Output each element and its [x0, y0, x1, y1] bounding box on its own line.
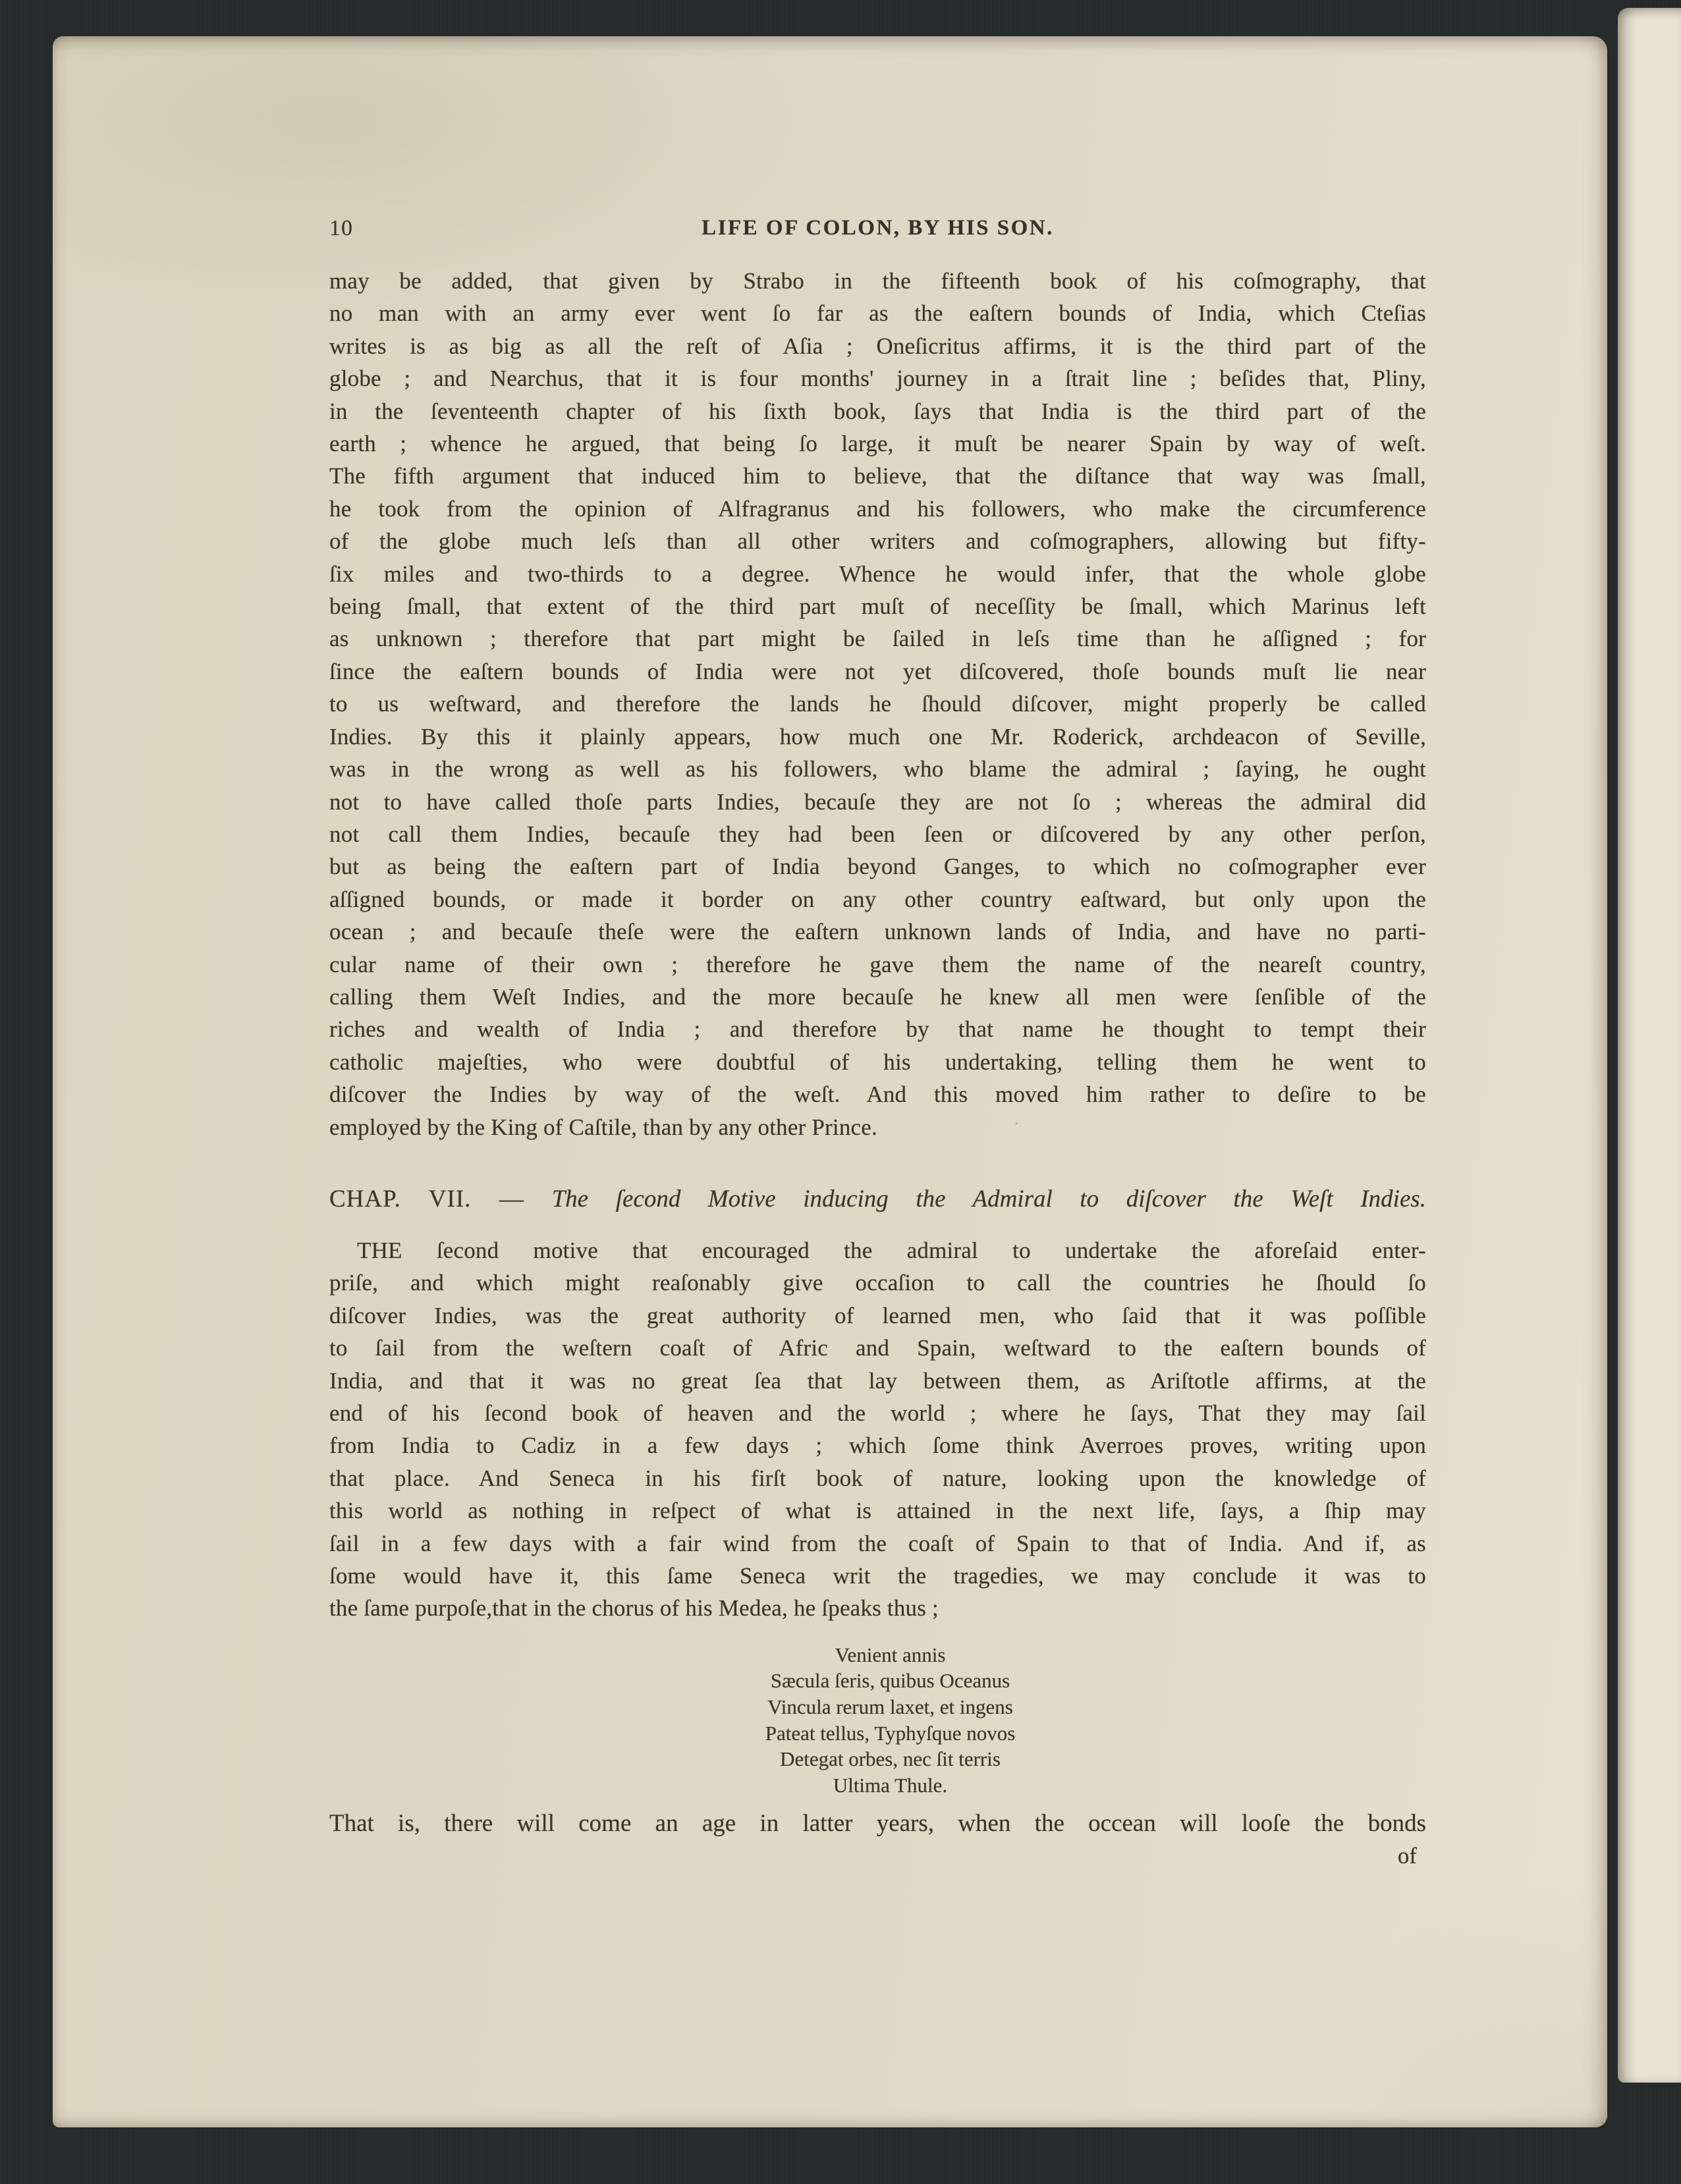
page-header: [329, 216, 1426, 245]
text-column: [329, 216, 1426, 1872]
body-text-line: diſcover the Indies by way of the weſt. And this moved him rather to deſire to be: [329, 1081, 1426, 1108]
running-title: LIFE OF COLON, BY HIS SON.: [702, 216, 1054, 240]
body-text-line: the ſame purpoſe,that in the chorus of his Medea, he ſpeaks thus ;: [329, 1595, 939, 1622]
body-text-line: globe ; and Nearchus, that it is four months' journey in a ſtrait line ; beſides that, Pliny,: [329, 366, 1426, 392]
body-text-line: calling them Weſt Indies, and the more becauſe he knew all men were ſenſible of the: [329, 983, 1426, 1010]
body-text-line: this world as nothing in reſpect of what is attained in the next life, ſays, a ſhip may: [329, 1498, 1426, 1524]
body-text-line: he took from the opinion of Alfragranus and his followers, who make the circumference: [329, 495, 1426, 522]
body-text-line: not call them Indies, becauſe they had been ſeen or diſcovered by any other perſon,: [329, 821, 1426, 847]
body-text-line: as unknown ; therefore that part might be ſailed in leſs time than he aſſigned ; for: [329, 626, 1426, 652]
body-text-line: THE ſecond motive that encouraged the admiral to undertake the aforeſaid enter-: [357, 1237, 1426, 1263]
body-text-line: to us weſtward, and therefore the lands he ſhould diſcover, might properly be called: [329, 691, 1426, 717]
body-text-line: ſix miles and two-thirds to a degree. Whence he would infer, that the whole globe: [329, 560, 1426, 587]
body-text-line: employed by the King of Caſtile, than by any other Prince.: [329, 1114, 877, 1140]
body-text-line: not to have called thoſe parts Indies, becauſe they are not ſo ; whereas the admiral did: [329, 788, 1426, 815]
closing-line: That is, there will come an age in latter years, when the occean will looſe the bonds: [329, 1810, 1426, 1838]
verse-line: Venient annis: [835, 1643, 946, 1666]
body-text-line: India, and that it was no great ſea that lay between them, as Ariſtotle affirms, at the: [329, 1367, 1426, 1394]
body-text-line: but as being the eaſtern part of India beyond Ganges, to which no coſmographer ever: [329, 854, 1426, 880]
verse-line: Detegat orbes, nec ſit terris: [780, 1747, 1001, 1771]
catchword: of: [1397, 1843, 1417, 1869]
body-text-line: from India to Cadiz in a few days ; which ſome think Averroes proves, writing upon: [329, 1433, 1426, 1459]
paragraph-continuation: [329, 265, 1426, 1143]
body-text-line: writes is as big as all the reſt of Aſia ; Oneſicritus affirms, it is the third part of the: [329, 333, 1426, 359]
body-text-line: ocean ; and becauſe theſe were the eaſtern unknown lands of India, and have no parti-: [329, 919, 1426, 945]
verse-line: Pateat tellus, Typhyſque novos: [765, 1721, 1016, 1745]
body-text-line: may be added, that given by Strabo in the fifteenth book of his coſmography, that: [329, 268, 1426, 294]
body-text-line: end of his ſecond book of heaven and the world ; where he ſays, That they may ſail: [329, 1400, 1426, 1426]
body-text-line: no man with an army ever went ſo far as the eaſtern bounds of India, which Cteſias: [329, 300, 1426, 327]
body-text-line: in the ſeventeenth chapter of his ſixth book, ſays that India is the third part of the: [329, 398, 1426, 424]
chapter-paragraph: [329, 1234, 1426, 1625]
body-text-line: ſail in a few days with a fair wind from the coaſt of Spain to that of India. And if, as: [329, 1530, 1426, 1556]
body-text-line: to ſail from the weſtern coaſt of Afric and Spain, weſtward to the eaſtern bounds of: [329, 1335, 1426, 1361]
catchword-row: [329, 1840, 1426, 1872]
chapter-title: The ſecond Motive inducing the Admiral to diſcover the Weſt Indies.: [551, 1185, 1427, 1213]
body-text-line: of the globe much leſs than all other writers and coſmographers, allowing but fifty-: [329, 528, 1426, 555]
body-text-line: was in the wrong as well as his followers, who blame the admiral ; ſaying, he ought: [329, 756, 1426, 782]
body-text-line: Indies. By this it plainly appears, how much one Mr. Roderick, archdeacon of Seville,: [329, 723, 1426, 750]
body-text-line: riches and wealth of India ; and therefore by that name he thought to tempt their: [329, 1016, 1426, 1043]
body-text-line: that place. And Seneca in his firſt book of nature, looking upon the knowledge of: [329, 1465, 1426, 1491]
book-page: [53, 36, 1607, 2127]
body-text-line: aſſigned bounds, or made it border on any other country eaſtward, but only upon the: [329, 886, 1426, 912]
chapter-heading: [329, 1183, 1426, 1216]
body-text-line: ſome would have it, this ſame Seneca writ the tragedies, we may conclude it was to: [329, 1563, 1426, 1589]
body-text-line: cular name of their own ; therefore he gave them the name of the neareſt country,: [329, 951, 1426, 977]
body-text-line: diſcover Indies, was the great authority of learned men, who ſaid that it was poſſible: [329, 1302, 1426, 1328]
next-page-fore-edge: [1618, 8, 1681, 2083]
body-text-line: being ſmall, that extent of the third part muſt of neceſſity be ſmall, which Marinus left: [329, 593, 1426, 620]
verse-line: Ultima Thule.: [833, 1773, 948, 1797]
body-text-line: priſe, and which might reaſonably give occaſion to call the countries he ſhould ſo: [329, 1270, 1426, 1296]
chapter-number-label: CHAP. VII. —: [329, 1185, 524, 1213]
latin-verse-block: [354, 1642, 1426, 1799]
body-text-line: catholic majeſties, who were doubtful of his undertaking, telling them he went to: [329, 1049, 1426, 1075]
verse-line: Sæcula ſeris, quibus Oceanus: [770, 1669, 1010, 1693]
body-text-line: The fifth argument that induced him to believe, that the diſtance that way was ſmall,: [329, 463, 1426, 489]
page-number: 10: [329, 216, 353, 240]
body-text-line: earth ; whence he argued, that being ſo large, it muſt be nearer Spain by way of weſt.: [329, 431, 1426, 457]
verse-line: Vincula rerum laxet, et ingens: [767, 1695, 1013, 1719]
body-text-line: ſince the eaſtern bounds of India were not yet diſcovered, thoſe bounds muſt lie near: [329, 658, 1426, 684]
